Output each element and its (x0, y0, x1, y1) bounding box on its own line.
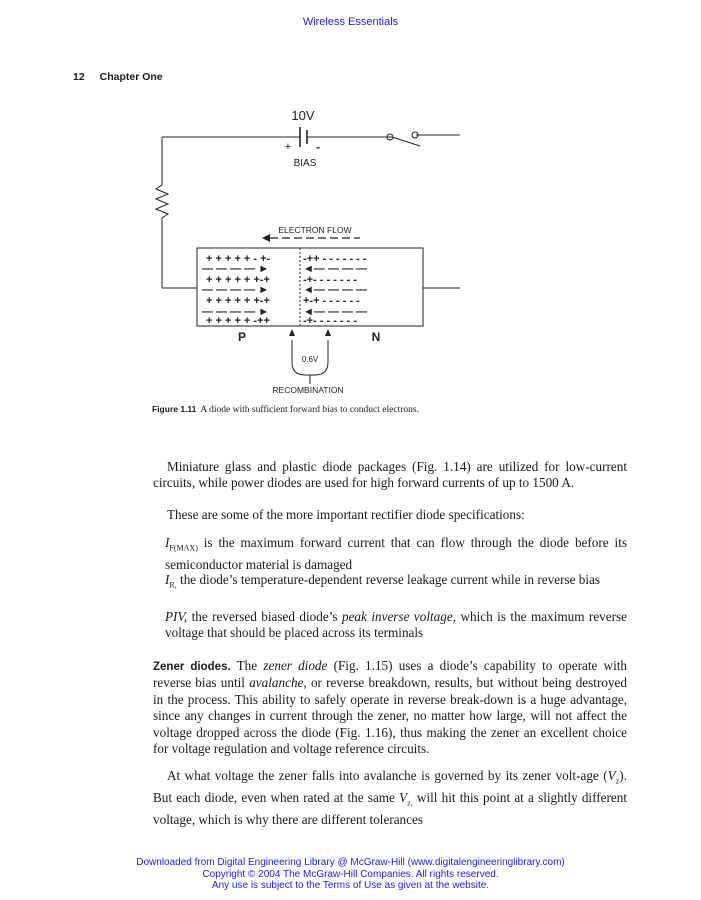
spec-ifmax-subscript: F(MAX) (169, 543, 198, 553)
n-row-4: ◄— — — — (303, 284, 368, 296)
battery-voltage-label: 10V (291, 108, 315, 123)
page-footer (0, 857, 701, 892)
page-number: 12 (73, 71, 85, 83)
zener-text-b: (Fig. 1.15) uses a diode’s capability to operate with reverse bias until (153, 658, 627, 691)
zener-voltage-sub-2: z, (407, 798, 413, 808)
n-row-5: +-+ - - - - - - (303, 295, 360, 307)
bias-label: BIAS (293, 158, 317, 169)
zener-voltage-sub-1: z (615, 776, 620, 786)
zener-voltage-text-b: ). But each diode, even when rated at the same (153, 768, 627, 806)
battery-plus-sign: + (284, 141, 292, 153)
electron-flow-label: ELECTRON FLOW (278, 225, 352, 235)
paragraph-specs-intro: These are some of the more important rectifier diode specifications: (167, 507, 525, 522)
p-row-4: — — — — ► (202, 284, 270, 296)
figure-caption (152, 403, 452, 416)
barrier-voltage-label: 0.6V (301, 355, 319, 364)
spec-piv-text-b: which is the maximum reverse voltage that should be placed across its terminals (165, 609, 627, 641)
footer-terms[interactable]: Any use is subject to the Terms of Use as given at the website. (211, 880, 490, 891)
diode-bias-diagram (140, 100, 460, 400)
zener-voltage-text-c: will hit this point at a slightly different voltage, which is why there are different tolerances (153, 790, 627, 828)
zener-heading: Zener diodes. (153, 661, 231, 673)
n-region-label: N (371, 330, 381, 344)
paragraph-zener (153, 658, 627, 757)
battery-minus-sign: - (316, 140, 320, 154)
recombination-label: RECOMBINATION (272, 385, 344, 395)
recombination-arrow-left (289, 329, 295, 336)
zener-voltage-symbol-1: V (607, 768, 616, 783)
spec-ir (165, 572, 627, 594)
p-row-5: + + + + + +-+ (206, 295, 270, 307)
n-row-1: -++ - - - - - - - (303, 253, 367, 265)
spec-ir-symbol: I (165, 572, 170, 587)
zener-text-a: The (230, 658, 264, 673)
chapter-title: Chapter One (99, 71, 163, 83)
recombination-arrow-right (325, 329, 331, 336)
footer-download-link[interactable]: Downloaded from Digital Engineering Library @ McGraw-Hill (www.digitalengineeringlibrary.com) (136, 857, 565, 868)
spec-ir-subscript: R, (169, 580, 177, 590)
p-row-7: + + + + + -++ (206, 315, 270, 327)
paragraph-zener-voltage (153, 768, 627, 829)
spec-piv (165, 609, 627, 642)
footer-copyright: Copyright © 2004 The McGraw-Hill Companies. All rights reserved. (202, 868, 499, 880)
paragraph-packages: Miniature glass and plastic diode packages (Fig. 1.14) are utilized for low-current circuits, while power diodes are used for high forward currents of up to 1500 A. (153, 459, 627, 491)
p-row-6: — — — — ► (202, 306, 270, 318)
figure-caption-label: Figure 1.11 (152, 404, 197, 414)
zener-italic-avalanche: avalanche, (249, 675, 307, 691)
zener-italic-diode: zener diode (263, 658, 328, 673)
p-region-label: P (237, 330, 247, 344)
zener-voltage-text-a: At what voltage the zener falls into avalanche is governed by its zener volt-age ( (167, 768, 608, 783)
figure-caption-text: A diode with sufficient forward bias to conduct electrons. (200, 405, 419, 415)
spec-piv-symbol: PIV, (165, 609, 188, 624)
spec-ifmax-text: is the maximum forward current that can flow through the diode before its semiconductor material is damaged (165, 535, 627, 573)
spec-ifmax (165, 535, 627, 573)
p-row-1: + + + + + - +- (206, 253, 271, 265)
spec-piv-italic: peak inverse voltage, (341, 609, 456, 624)
p-row-2: — — — — ► (202, 263, 270, 275)
n-row-3: -+- - - - - - - (303, 274, 358, 286)
running-head (73, 71, 163, 83)
spec-piv-text-a: the reversed biased diode’s (187, 609, 342, 624)
zener-voltage-symbol-2: V (399, 790, 408, 806)
page-header-title: Wireless Essentials (302, 16, 399, 28)
spec-ir-text: the diode’s temperature-dependent reverse leakage current while in reverse bias (176, 572, 601, 587)
n-row-2: ◄— — — — (303, 263, 368, 275)
resistor-symbol (156, 185, 168, 218)
spec-ifmax-symbol: I (165, 535, 170, 550)
n-row-7: -+- - - - - - - (303, 315, 358, 327)
zener-text-c: or reverse breakdown, results, but without being destroyed in the process. This ability to safely operate in reverse break-down is a huge advantage, since any changes in current through the zener, no matter how large, will not affect the voltage dropped across the diode (Fig. 1.16), thus making the zener an excellent choice for voltage regulation and voltage reference circuits. (153, 675, 627, 757)
electron-flow-arrow (262, 234, 360, 242)
p-row-3: + + + + + +-+ (206, 274, 270, 286)
n-row-6: ◄— — — — (303, 306, 368, 318)
